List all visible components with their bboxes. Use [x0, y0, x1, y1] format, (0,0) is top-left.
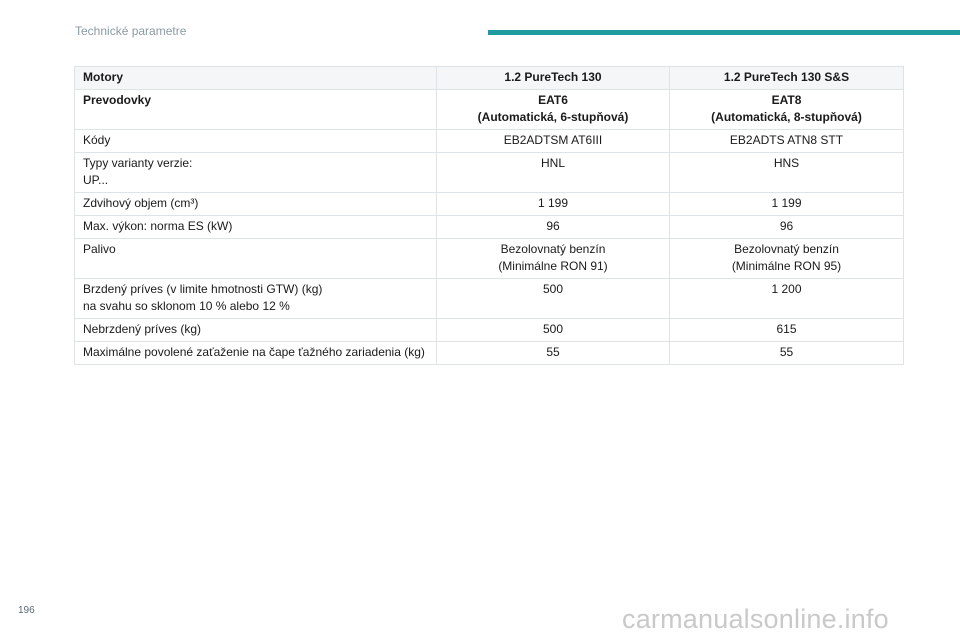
row-value [437, 193, 670, 216]
row-label [75, 279, 437, 319]
section-title: Technické parametre [75, 24, 187, 38]
row-value-line: (Automatická, 6-stupňová) [477, 110, 629, 124]
row-value-line: 500 [542, 282, 564, 296]
row-label-line: Brzdený príves (v limite hmotnosti GTW) (kg) [83, 282, 323, 296]
table-row [75, 319, 904, 342]
row-value-line: (Minimálne RON 91) [498, 259, 608, 273]
row-value [670, 130, 904, 153]
row-value-line: 615 [776, 322, 797, 336]
row-value [670, 319, 904, 342]
row-value-line: EAT8 [771, 93, 802, 107]
row-label-line: Max. výkon: norma ES (kW) [83, 219, 233, 233]
row-value-line: 55 [779, 345, 794, 359]
row-value-line: 1 199 [771, 196, 802, 210]
row-label [75, 130, 437, 153]
row-value-line: HNS [773, 156, 800, 170]
row-value-line: 500 [542, 322, 564, 336]
row-value-line: 96 [779, 219, 794, 233]
row-value [437, 279, 670, 319]
row-value [670, 342, 904, 365]
row-value-line: Bezolovnatý benzín [734, 242, 839, 256]
header-cell-engine-2: 1.2 PureTech 130 S&S [670, 67, 904, 90]
row-label [75, 193, 437, 216]
row-label-line: Prevodovky [83, 93, 152, 107]
row-value-line: (Automatická, 8-stupňová) [711, 110, 862, 124]
row-label-line: Nebrzdený príves (kg) [83, 322, 202, 336]
row-label [75, 239, 437, 279]
row-value [437, 216, 670, 239]
page-number: 196 [18, 605, 35, 616]
row-value [437, 90, 670, 130]
row-label [75, 216, 437, 239]
row-label-line: na svahu so sklonom 10 % alebo 12 % [83, 299, 290, 313]
table-row [75, 90, 904, 130]
row-value [670, 153, 904, 193]
row-value [670, 193, 904, 216]
row-value [437, 153, 670, 193]
row-value-line: 1 199 [537, 196, 569, 210]
section-accent-bar [488, 30, 960, 35]
row-label [75, 342, 437, 365]
row-value-line: Bezolovnatý benzín [500, 242, 606, 256]
row-value [437, 130, 670, 153]
row-label-line: Zdvihový objem (cm³) [83, 196, 199, 210]
table-header-row [75, 67, 904, 90]
table-row [75, 279, 904, 319]
row-value [670, 216, 904, 239]
table-row [75, 153, 904, 193]
row-value-line: 55 [546, 345, 560, 359]
row-value [437, 239, 670, 279]
row-value [670, 279, 904, 319]
header-cell-engine-1: 1.2 PureTech 130 [437, 67, 670, 90]
table-row [75, 216, 904, 239]
row-value-line: 96 [546, 219, 560, 233]
row-value [670, 239, 904, 279]
row-label-line: UP... [83, 173, 109, 187]
header-cell-engines: Motory [75, 67, 437, 90]
table-row [75, 239, 904, 279]
table-row [75, 130, 904, 153]
row-value [437, 342, 670, 365]
row-value [437, 319, 670, 342]
row-value-line: HNL [540, 156, 565, 170]
row-value-line: EB2ADTSM AT6III [503, 133, 603, 147]
row-label [75, 90, 437, 130]
row-label [75, 319, 437, 342]
row-value-line: EB2ADTS ATN8 STT [729, 133, 844, 147]
row-label-line: Kódy [83, 133, 111, 147]
table-row [75, 342, 904, 365]
row-label-line: Palivo [83, 242, 116, 256]
row-value-line: 1 200 [771, 282, 802, 296]
row-label-line: Typy varianty verzie: [83, 156, 193, 170]
row-value-line: EAT6 [538, 93, 568, 107]
row-value-line: (Minimálne RON 95) [731, 259, 842, 273]
watermark: carmanualsonline.info [622, 604, 889, 634]
table-row [75, 193, 904, 216]
specs-table [74, 66, 904, 365]
row-label-line: Maximálne povolené zaťaženie na čape ťažného zariadenia (kg) [83, 345, 425, 359]
row-value [670, 90, 904, 130]
row-label [75, 153, 437, 193]
